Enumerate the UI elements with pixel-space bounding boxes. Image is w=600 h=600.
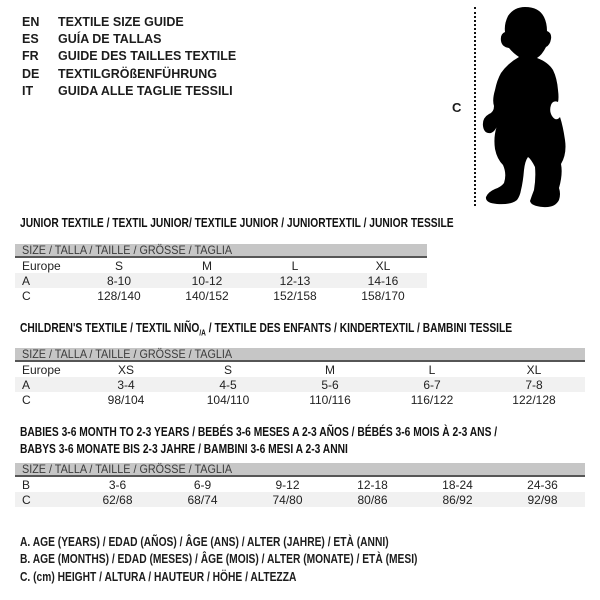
size-header-bar bbox=[15, 244, 427, 258]
row-label: Europe bbox=[22, 362, 61, 377]
cell: 140/152 bbox=[185, 288, 229, 303]
cell: 128/140 bbox=[97, 288, 141, 303]
cell: 104/110 bbox=[206, 392, 250, 407]
junior-section-title-text: JUNIOR TEXTILE / TEXTIL JUNIOR/ TEXTILE JUNIOR / JUNIORTEXTIL / JUNIOR TESSILE bbox=[20, 216, 454, 230]
cell: 24-36 bbox=[527, 477, 558, 492]
lang-row-de bbox=[22, 65, 236, 82]
cell: 12-18 bbox=[357, 477, 388, 492]
lang-label: GUÍA DE TALLAS bbox=[58, 32, 162, 47]
cell: 14-16 bbox=[367, 273, 399, 288]
lang-code: DE bbox=[22, 66, 40, 81]
title-suffix: / TEXTILE DES ENFANTS / KINDERTEXTIL / BAMBINI TESSILE bbox=[205, 321, 513, 335]
lang-code: EN bbox=[22, 14, 40, 29]
lang-label: GUIDE DES TAILLES TEXTILE bbox=[58, 49, 237, 64]
cell: 158/170 bbox=[361, 288, 405, 303]
children-size-table bbox=[15, 348, 585, 407]
cell: 5-6 bbox=[321, 377, 339, 392]
cell: XL bbox=[526, 362, 542, 377]
table-row bbox=[15, 288, 427, 303]
cell: 7-8 bbox=[525, 377, 543, 392]
row-label: Europe bbox=[22, 258, 61, 273]
height-measure-line bbox=[474, 7, 476, 206]
cell: 6-7 bbox=[423, 377, 441, 392]
lang-label: TEXTILE SIZE GUIDE bbox=[58, 14, 184, 29]
size-header-text: SIZE / TALLA / TAILLE / GRÖSSE / TAGLIA bbox=[22, 462, 233, 476]
cell: 62/68 bbox=[102, 492, 133, 507]
cell: 68/74 bbox=[187, 492, 218, 507]
table-row bbox=[15, 258, 427, 273]
cell: 9-12 bbox=[275, 477, 300, 492]
babies-size-table bbox=[15, 463, 585, 507]
cell: L bbox=[428, 362, 436, 377]
cell: 12-13 bbox=[279, 273, 311, 288]
footnote-c-text: C. (cm) HEIGHT / ALTURA / HAUTEUR / HÖHE / ALTEZZA bbox=[20, 569, 297, 584]
children-section-title-text bbox=[20, 321, 512, 338]
cell: XS bbox=[117, 362, 134, 377]
cell: 122/128 bbox=[512, 392, 556, 407]
cell: 10-12 bbox=[191, 273, 223, 288]
cell: 8-10 bbox=[106, 273, 132, 288]
lang-code: IT bbox=[22, 84, 34, 99]
lang-code: FR bbox=[22, 49, 39, 64]
table-row bbox=[15, 477, 585, 492]
title-prefix: CHILDREN'S TEXTILE / TEXTIL NIÑO bbox=[20, 321, 200, 335]
babies-title-line2: BABYS 3-6 MONATE BIS 2-3 JAHRE / BAMBINI 3-6 MESI A 2-3 ANNI bbox=[20, 442, 348, 456]
size-header-bar bbox=[15, 348, 585, 362]
size-header-text: SIZE / TALLA / TAILLE / GRÖSSE / TAGLIA bbox=[22, 243, 233, 257]
table-row bbox=[15, 492, 585, 507]
footnote-a bbox=[20, 535, 505, 552]
cell: 6-9 bbox=[193, 477, 212, 492]
cell: 92/98 bbox=[527, 492, 558, 507]
footnotes bbox=[20, 535, 505, 587]
height-measure-label: C bbox=[452, 100, 462, 115]
footnote-b bbox=[20, 552, 505, 569]
cell: S bbox=[223, 362, 232, 377]
lang-code: ES bbox=[22, 32, 39, 47]
babies-section-title bbox=[20, 424, 600, 458]
row-label: A bbox=[22, 377, 31, 392]
lang-label: GUIDA ALLE TAGLIE TESSILI bbox=[58, 84, 233, 99]
cell: 3-6 bbox=[108, 477, 127, 492]
size-header-text: SIZE / TALLA / TAILLE / GRÖSSE / TAGLIA bbox=[22, 347, 233, 361]
cell: XL bbox=[375, 258, 391, 273]
language-list bbox=[22, 13, 236, 100]
row-label: C bbox=[22, 288, 31, 303]
cell: M bbox=[202, 258, 212, 273]
table-row bbox=[15, 392, 585, 407]
row-label: B bbox=[22, 477, 31, 492]
footnote-c bbox=[20, 570, 505, 587]
title-subscript: /A bbox=[199, 328, 206, 338]
cell: 152/158 bbox=[273, 288, 317, 303]
row-label: C bbox=[22, 392, 31, 407]
table-row bbox=[15, 362, 585, 377]
cell: 98/104 bbox=[107, 392, 145, 407]
cell: 110/116 bbox=[309, 392, 351, 407]
cell: 18-24 bbox=[442, 477, 473, 492]
lang-row-fr bbox=[22, 48, 236, 65]
table-row bbox=[15, 377, 585, 392]
footnote-b-text: B. AGE (MONTHS) / EDAD (MESES) / ÂGE (MOIS) / ALTER (MONATE) / ETÀ (MESI) bbox=[20, 552, 418, 567]
junior-size-table bbox=[15, 244, 427, 303]
lang-row-en bbox=[22, 13, 236, 30]
lang-label: TEXTILGRÖßENFÜHRUNG bbox=[58, 66, 218, 81]
cell: L bbox=[291, 258, 299, 273]
table-row bbox=[15, 273, 427, 288]
toddler-silhouette-image bbox=[481, 4, 575, 210]
row-label: C bbox=[22, 492, 31, 507]
cell: 3-4 bbox=[117, 377, 135, 392]
cell: S bbox=[114, 258, 123, 273]
babies-title-line1: BABIES 3-6 MONTH TO 2-3 YEARS / BEBÉS 3-6 MESES A 2-3 AÑOS / BÉBÉS 3-6 MOIS À 2-3 ANS / bbox=[20, 425, 498, 439]
row-label: A bbox=[22, 273, 31, 288]
lang-row-es bbox=[22, 30, 236, 47]
cell: 86/92 bbox=[442, 492, 473, 507]
children-section-title bbox=[20, 321, 600, 338]
junior-section-title bbox=[20, 216, 549, 230]
cell: 116/122 bbox=[410, 392, 454, 407]
footnote-a-text: A. AGE (YEARS) / EDAD (AÑOS) / ÂGE (ANS) / ALTER (JAHRE) / ETÀ (ANNI) bbox=[20, 535, 389, 549]
cell: M bbox=[325, 362, 335, 377]
cell: 4-5 bbox=[219, 377, 237, 392]
lang-row-it bbox=[22, 83, 236, 100]
cell: 74/80 bbox=[272, 492, 303, 507]
size-header-bar bbox=[15, 463, 585, 477]
cell: 80/86 bbox=[357, 492, 388, 507]
